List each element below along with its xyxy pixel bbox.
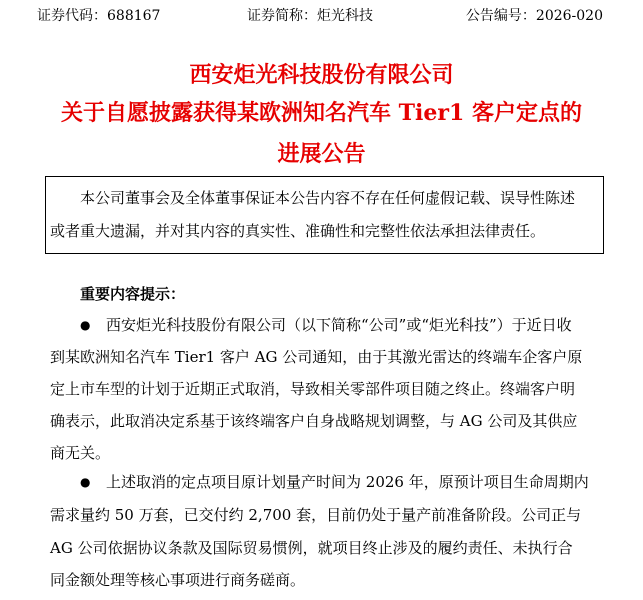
announcement-title-line2: 进展公告 (277, 141, 366, 167)
notice-line: 本公司董事会及全体董事保证本公告内容不存在任何虚假记载、误导性陈述 (80, 189, 576, 207)
company-name-title: 西安炬光科技股份有限公司 (189, 62, 454, 88)
announcement-title-line1: 关于自愿披露获得某欧洲知名汽车 Tier1 客户定点的 (61, 100, 582, 126)
key-point-line: 上述取消的定点项目原计划量产时间为 2026 年，原预计项目生命周期内 (106, 473, 589, 491)
key-points-heading: 重要内容提示： (80, 285, 186, 303)
key-point-line: 定上市车型的计划于近期正式取消，导致相关零部件项目随之终止。终端客户明 (50, 380, 576, 398)
key-point-line: 确表示，此取消决定系基于该终端客户自身战略规划调整，与 AG 公司及其供应 (50, 412, 578, 430)
securities-code: 证券代码：688167 (37, 8, 161, 24)
securities-abbreviation: 证券简称：炬光科技 (247, 8, 373, 24)
key-point-line: AG 公司依据协议条款及国际贸易惯例，就项目终止涉及的履约责任、未执行合 (50, 539, 573, 557)
key-point-line: 需求量约 50 万套，已交付约 2,700 套，目前仍处于量产前准备阶段。公司正与 (50, 506, 582, 524)
key-point-line: 同金额处理等核心事项进行商务磋商。 (50, 571, 306, 589)
key-point-line: 到某欧洲知名汽车 Tier1 客户 AG 公司通知，由于其激光雷达的终端车企客户原 (50, 348, 583, 366)
key-point-line: 商无关。 (50, 444, 111, 462)
bullet-icon: ● (80, 318, 91, 332)
bullet-icon: ● (80, 475, 91, 489)
document-header (37, 5, 603, 27)
notice-line: 或者重大遗漏，并对其内容的真实性、准确性和完整性依法承担法律责任。 (50, 222, 546, 240)
key-point-line: 西安炬光科技股份有限公司（以下简称“公司”或“炬光科技”）于近日收 (106, 316, 572, 334)
announcement-number: 公告编号：2026-020 (465, 8, 603, 24)
